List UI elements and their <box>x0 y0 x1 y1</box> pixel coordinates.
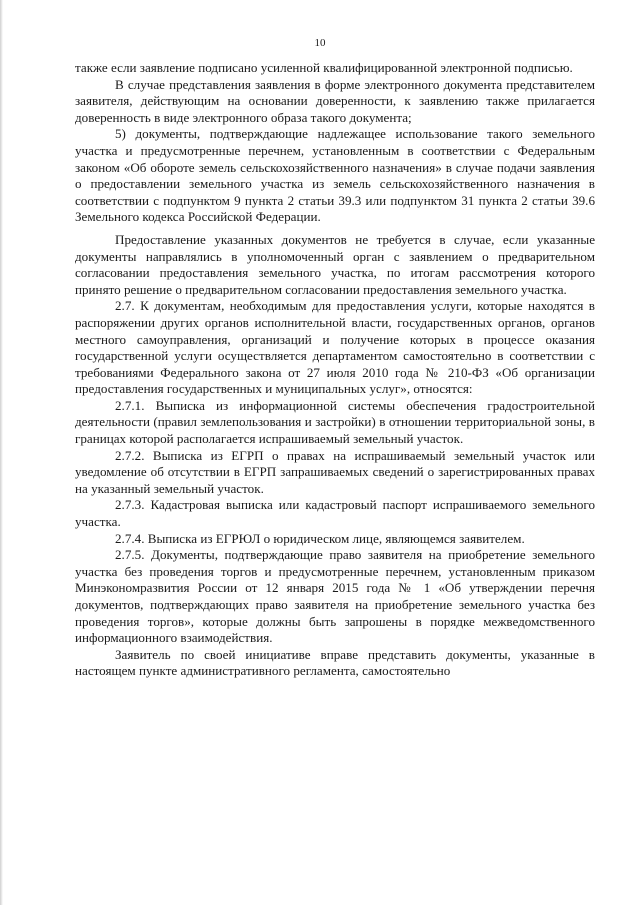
scan-edge-shadow <box>0 0 3 905</box>
paragraph-2-7-1: 2.7.1. Выписка из информационной системы обеспечения градостроительной деятельности (правил землепользования и застройки) в отношении территориальной зоны, в границах которой располагается испрашиваемый земельный участок. <box>75 397 595 447</box>
paragraph-2-7-3: 2.7.3. Кадастровая выписка или кадастровый паспорт испрашиваемого земельного участка. <box>75 497 595 530</box>
paragraph-2-7: 2.7. К документам, необходимым для предоставления услуги, которые находятся в распоряжении других органов исполнительной власти, государственных органов, органов местного самоуправления, организаций и получение которых в процессе оказания государственной услуги осуществляется департаментом самостоятельно в соответствии с требованиями Федерального закона от 27 июля 2010 года № 210-ФЗ «Об организации предоставления государственных и муниципальных услуг», относятся: <box>75 298 595 397</box>
paragraph-exemption: Предоставление указанных документов не требуется в случае, если указанные документы направлялись в уполномоченный орган с заявлением о предварительном согласовании предоставления земельного участка, по итогам рассмотрения которого принято решение о предварительном согласовании предоставления земельного участка. <box>75 231 595 297</box>
document-body <box>75 60 595 680</box>
page-number: 10 <box>314 37 326 49</box>
paragraph-2-7-4: 2.7.4. Выписка из ЕГРЮЛ о юридическом лице, являющемся заявителем. <box>115 530 525 546</box>
paragraph-power-of-attorney: В случае представления заявления в форме электронного документа представителем заявителя, действующим на основании доверенности, к заявлению также прилагается доверенность в виде электронного образа такого документа; <box>75 76 595 125</box>
paragraph-2-7-2: 2.7.2. Выписка из ЕГРП о правах на испрашиваемый земельный участок или уведомление об отсутствии в ЕГРП запрашиваемых сведений о зарегистрированных правах на указанный земельный участок. <box>75 447 595 496</box>
paragraph-applicant-initiative: Заявитель по своей инициативе вправе представить документы, указанные в настоящем пункте административного регламента, самостоятельно <box>75 646 595 679</box>
paragraph-item-5: 5) документы, подтверждающие надлежащее использование такого земельного участка и предусмотренные перечнем, установленным в соответствии с Федеральным законом «Об обороте земель сельскохозяйственного назначения» в случае подачи заявления о предоставлении земельного участка из земель сельскохозяйственного назначения в соответствии с подпунктом 9 пункта 2 статьи 39.3 или подпунктом 31 пункта 2 статьи 39.6 Земельного кодекса Российской Федерации. <box>75 126 595 225</box>
paragraph-2-7-5: 2.7.5. Документы, подтверждающие право заявителя на приобретение земельного участка без проведения торгов и предусмотренные перечнем, установленным приказом Минэкономразвития России от 12 января 2015 года № 1 «Об утверждении перечня документов, подтверждающих право заявителя на приобретение земельного участка без проведения торгов», которые должны быть запрошены в порядке межведомственного информационного взаимодействия. <box>75 547 595 646</box>
paragraph-continuation: также если заявление подписано усиленной квалифицированной электронной подписью. <box>75 60 573 75</box>
